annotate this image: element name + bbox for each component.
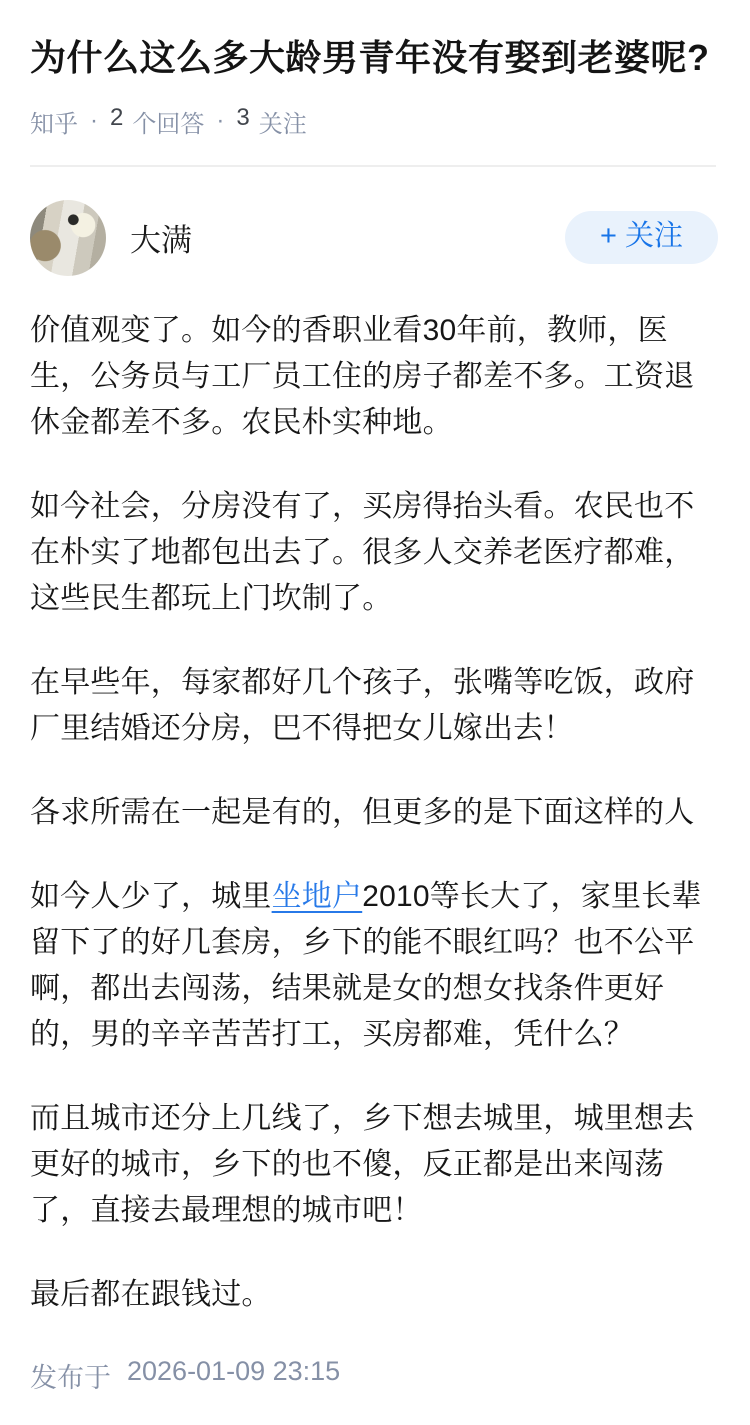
meta-separator: · — [90, 107, 98, 135]
follow-count: 3 — [236, 103, 250, 131]
author-name[interactable]: 大满 — [130, 223, 192, 259]
inline-term-link[interactable]: 坐地户 — [271, 879, 363, 913]
published-timestamp: 2026-01-09 23:15 — [127, 1355, 341, 1386]
follow-button[interactable]: + 关注 — [565, 211, 718, 264]
answer-body — [30, 308, 718, 1318]
question-header — [0, 0, 750, 167]
answer-paragraph-with-link — [30, 874, 718, 1058]
answer-count: 2 — [110, 103, 124, 131]
header-divider — [30, 165, 716, 167]
answer-paragraph: 如今社会，分房没有了，买房得抬头看。农民也不在朴实了地都包出去了。很多人交养老医疗都难，这些民生都玩上门坎制了。 — [30, 489, 695, 615]
follow-count-label: 关注 — [258, 110, 307, 138]
answer-paragraph: 在早些年，每家都好几个孩子，张嘴等吃饭，政府厂里结婚还分房，巴不得把女儿嫁出去！ — [30, 665, 695, 745]
answer-footer — [30, 1356, 718, 1425]
answer-count-label: 个回答 — [132, 110, 205, 138]
answer-paragraph: 价值观变了。如今的香职业看30年前，教师，医生，公务员与工厂员工住的房子都差不多。工资退休金都差不多。农民朴实种地。 — [30, 313, 695, 439]
paragraph-text-after-link: 2010等长大了，家里长辈留下了的好几套房，乡下的能不眼红吗？也不公平啊，都出去闯荡，结果就是女的想女找条件更好的，男的辛辛苦苦打工，买房都难，凭什么？ — [30, 879, 702, 1051]
answer-paragraph: 而且城市还分上几线了，乡下想去城里，城里想去更好的城市，乡下的也不傻，反正都是出来闯荡了，直接去最理想的城市吧！ — [30, 1101, 695, 1227]
source-label: 知乎 — [30, 110, 78, 138]
follow-count-group — [236, 104, 306, 139]
answer-count-group — [110, 104, 204, 139]
meta-separator: · — [216, 107, 225, 135]
avatar[interactable] — [30, 200, 106, 276]
answer-card — [0, 200, 750, 1425]
answer-paragraph: 各求所需在一起是有的，但更多的是下面这样的人 — [30, 795, 695, 829]
question-meta — [30, 104, 716, 139]
author-row — [30, 200, 718, 276]
paragraph-text-before-link: 如今人少了，城里 — [30, 879, 272, 913]
question-title: 为什么这么多大龄男青年没有娶到老婆呢? — [30, 37, 710, 78]
answer-paragraph: 最后都在跟钱过。 — [30, 1277, 272, 1311]
published-label: 发布于 — [30, 1362, 111, 1393]
